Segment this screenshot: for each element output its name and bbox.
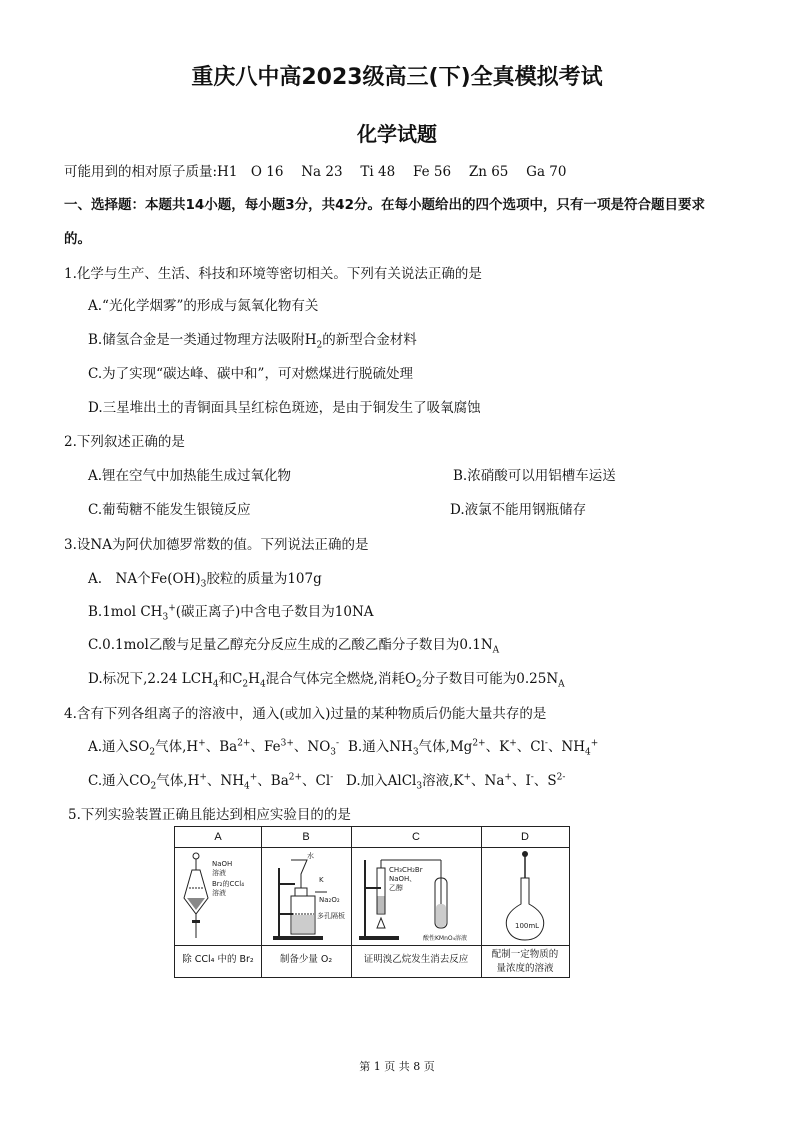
exp-a-caption: 除 CCl₄ 中的 Br₂	[175, 945, 261, 977]
exp-a-label-4: 溶液	[212, 889, 226, 897]
exp-d-caption-line1: 配制一定物质的	[491, 949, 559, 960]
q3-option-b: B.1mol $CH_3^+$(碳正离子)中含电子数目为10NA	[88, 603, 374, 623]
exam-title: 重庆八中高2023级高三(下)全真模拟考试	[191, 65, 603, 90]
q1-option-a: A.“光化学烟雾”的形成与氮氧化物有关	[88, 298, 319, 314]
exp-d-caption-line2: 量浓度的溶液	[496, 963, 554, 974]
exp-b-label-2: K	[319, 876, 324, 884]
q3-option-a: A. NA个$Fe(OH)_3$胶粒的质量为107g	[88, 571, 322, 590]
exp-d-label-1: 100mL	[515, 922, 540, 930]
q2-option-b: B.浓硝酸可以用铝槽车运送	[453, 468, 616, 484]
section-intro-line1: 一、选择题：本题共14小题，每小题3分，共42分。在每小题给出的四个选项中，只有一项是符合题目要求	[64, 197, 705, 213]
q1-option-d: D.三星堆出土的青铜面具呈红棕色斑迹，是由于铜发生了吸氧腐蚀	[88, 400, 481, 416]
exp-c-caption: 证明溴乙烷发生消去反应	[351, 945, 481, 977]
separatory-funnel-icon	[175, 848, 261, 944]
q4-option-a: A.通入$SO_2$气体,H+、$Ba^{2+}$、$Fe^{3+}$、$NO_3^-$	[88, 738, 340, 758]
atomic-masses: 可能用到的相对原子质量:H1 O 16 Na 23 Ti 48 Fe 56 Zn 65 Ga 70	[64, 164, 567, 180]
experiment-table	[174, 826, 570, 978]
exp-a-label-2: 溶液	[212, 869, 226, 877]
exp-b-header: B	[261, 827, 351, 848]
exp-column-a	[175, 827, 262, 977]
q3-stem: 3.设NA为阿伏加德罗常数的值。下列说法正确的是	[64, 537, 369, 553]
gas-generator-icon	[261, 848, 351, 944]
exp-c-label-4: 酸性KMnO₄溶液	[423, 935, 468, 942]
exp-d-header: D	[481, 827, 569, 848]
exp-d-caption	[481, 945, 569, 977]
q4-option-b: B.通入$NH_3$气体$,Mg^{2+}$、K+、Cl-、$NH_4^+$	[348, 738, 599, 758]
q2-option-c: C.葡萄糖不能发生银镜反应	[88, 502, 251, 518]
elimination-apparatus-icon	[351, 848, 481, 944]
q5-stem: 5.下列实验装置正确且能达到相应实验目的的是	[68, 807, 351, 823]
q1-stem: 1.化学与生产、生活、科技和环境等密切相关。下列有关说法正确的是	[64, 266, 482, 282]
exp-a-header: A	[175, 827, 261, 848]
q1-option-c: C.为了实现“碳达峰、碳中和”，可对燃煤进行脱硫处理	[88, 366, 413, 382]
section-intro-line2: 的。	[64, 231, 91, 247]
q3-option-c: C.0.1mol乙酸与足量乙醇充分反应生成的乙酸乙酯分子数目为$0.1N_A$	[88, 637, 500, 656]
page-footer: 第 1 页 共 8 页	[359, 1060, 435, 1073]
q4-option-c: C.通入$CO_2$气体,H+、$NH_4^+$、$Ba^{2+}$、Cl-	[88, 772, 334, 792]
exp-b-label-1: 水	[307, 852, 314, 860]
exp-a-label-1: NaOH	[212, 860, 233, 868]
subject-title: 化学试题	[357, 122, 437, 146]
exp-c-label-3: 乙醇	[389, 884, 403, 892]
exp-c-label-2: NaOH、	[389, 875, 417, 883]
exp-b-label-4: 多孔隔板	[317, 912, 345, 920]
exp-c-header: C	[351, 827, 481, 848]
exp-column-b	[261, 827, 352, 977]
q2-option-d: D.液氯不能用钢瓶储存	[450, 502, 587, 518]
q3-option-d: D.标况下,2.24 $LCH_4$和$C_2H_4$混合气体完全燃烧,消耗$O_2$分子数目可能为$0.25N_A$	[88, 671, 565, 690]
exp-a-label-3: Br₂的CCl₄	[212, 880, 245, 888]
exp-column-d	[481, 827, 569, 977]
exp-c-label-1: CH₃CH₂Br	[389, 866, 423, 874]
q2-option-a: A.锂在空气中加热能生成过氧化物	[88, 468, 292, 484]
q4-option-d: D.加入AlCl$_3$溶液,K+、Na+、I-、$S^{2-}$	[346, 772, 566, 792]
q1-option-b: B.储氢合金是一类通过物理方法吸附$H_2$的新型合金材料	[88, 332, 417, 351]
exp-column-c	[351, 827, 482, 977]
exp-b-caption: 制备少量 O₂	[261, 945, 351, 977]
exp-b-label-3: Na₂O₂	[319, 896, 340, 904]
q4-stem: 4.含有下列各组离子的溶液中，通入(或加入)过量的某种物质后仍能大量共存的是	[64, 706, 547, 722]
volumetric-flask-icon	[481, 848, 569, 944]
q2-stem: 2.下列叙述正确的是	[64, 434, 185, 450]
